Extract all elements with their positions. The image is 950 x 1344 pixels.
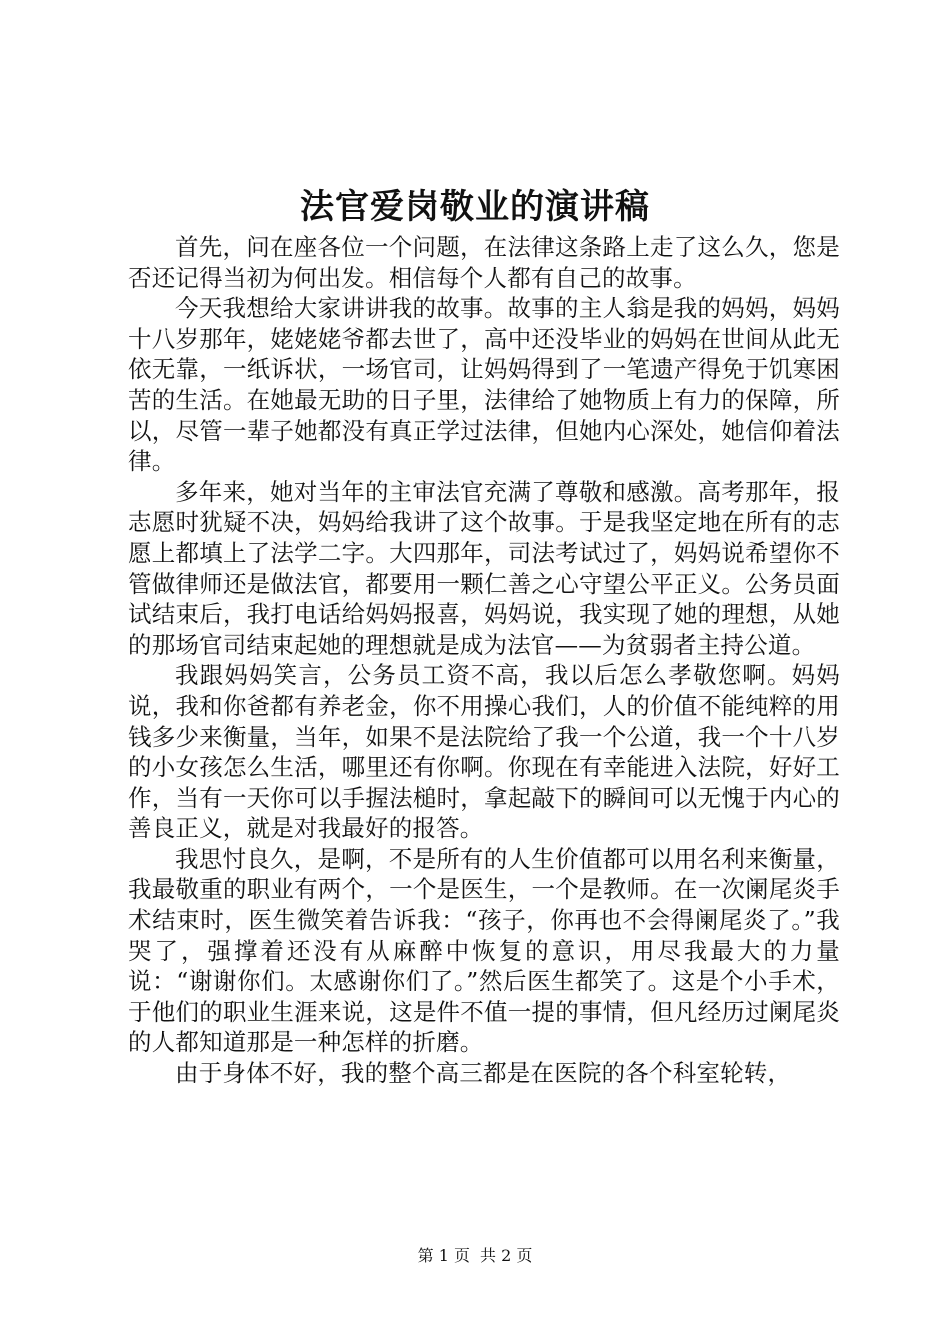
paragraph-3: 多年来，她对当年的主审法官充满了尊敬和感激。高考那年，报志愿时犹疑不决，妈妈给我讲了这个故事。于是我坚定地在所有的志愿上都填上了法学二字。大四那年，司法考试过了，妈妈说希望你不管做律师还是做法官，都要用一颗仁善之心守望公平正义。公务员面试结束后，我打电话给妈妈报喜，妈妈说，我实现了她的理想，从她的那场官司结束起她的理想就是成为法官——为贫弱者主持公道。 xyxy=(128,477,840,659)
paragraph-6: 由于身体不好，我的整个高三都是在医院的各个科室轮转， xyxy=(175,1059,792,1088)
document-body xyxy=(128,232,840,1089)
page-number: 第 1 页 xyxy=(417,1246,470,1265)
paragraph-5: 我思忖良久，是啊，不是所有的人生价值都可以用名利来衡量，我最敬重的职业有两个，一个是医生，一个是教师。在一次阑尾炎手术结束时，医生微笑着告诉我：“孩子，你再也不会得阑尾炎了。”我哭了，强撑着还没有从麻醉中恢复的意识，用尽我最大的力量说：“谢谢你们。太感谢你们了。”然后医生都笑了。这是个小手术，于他们的职业生涯来说，这是件不值一提的事情，但凡经历过阑尾炎的人都知道那是一种怎样的折磨。 xyxy=(128,844,840,1057)
paragraph-1: 首先，问在座各位一个问题，在法律这条路上走了这么久，您是否还记得当初为何出发。相信每个人都有自己的故事。 xyxy=(128,233,840,292)
document-title: 法官爱岗敬业的演讲稿 xyxy=(300,187,650,227)
paragraph-4: 我跟妈妈笑言，公务员工资不高，我以后怎么孝敬您啊。妈妈说，我和你爸都有养老金，你不用操心我们，人的价值不能纯粹的用钱多少来衡量，当年，如果不是法院给了我一个公道，我一个十八岁的小女孩怎么生活，哪里还有你啊。你现在有幸能进入法院，好好工作，当有一天你可以手握法槌时，拿起敲下的瞬间可以无愧于内心的善良正义，就是对我最好的报答。 xyxy=(128,661,840,843)
paragraph-2: 今天我想给大家讲讲我的故事。故事的主人翁是我的妈妈，妈妈十八岁那年，姥姥姥爷都去世了，高中还没毕业的妈妈在世间从此无依无靠，一纸诉状，一场官司，让妈妈得到了一笔遗产得免于饥寒困苦的生活。在她最无助的日子里，法律给了她物质上有力的保障，所以，尽管一辈子她都没有真正学过法律，但她内心深处，她信仰着法律。 xyxy=(128,294,840,476)
page-footer xyxy=(0,1245,950,1267)
page-total: 共 2 页 xyxy=(480,1246,533,1265)
